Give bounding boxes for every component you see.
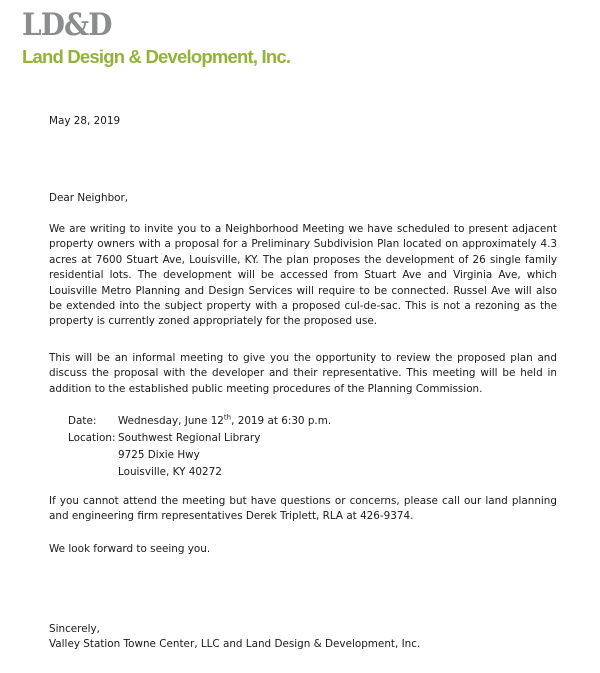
meeting-location-row <box>68 430 331 447</box>
company-name: Land Design & Development, Inc. <box>22 46 291 67</box>
meeting-date <box>118 413 331 430</box>
meeting-date-rest: , 2019 at 6:30 p.m. <box>231 415 332 427</box>
location-street: 9725 Dixie Hwy <box>118 449 200 461</box>
letter-date: May 28, 2019 <box>49 115 121 127</box>
invitation-paragraph: We are writing to invite you to a Neighborhood Meeting we have scheduled to present adjacent property owners with a proposal for a Preliminary Subdivision Plan located on approximately 4.3 acres at 7600 Stuart Ave, Louisville, KY. The plan proposes the development of 26 single family residential lots. The development will be accessed from Stuart Ave and Virginia Ave, which Louisville Metro Planning and Design Services will require to be connected. Russel Ave will also be extended into the subject property with a proposed cul-de-sac. This is not a rezoning as the property is currently zoned appropriately for the proposed use. <box>49 223 557 328</box>
logo-mark: LD&D <box>22 7 112 43</box>
meeting-description-paragraph: This will be an informal meeting to give you the opportunity to review the proposed plan and discuss the proposal with the developer and their representative. This meeting will be held in addition to the established public meeting procedures of the Planning Commission. <box>49 352 557 395</box>
greeting: Dear Neighbor, <box>49 192 129 204</box>
signature: Valley Station Towne Center, LLC and Land Design & Development, Inc. <box>49 638 421 650</box>
meeting-date-row <box>68 413 331 430</box>
location-street-row <box>68 447 331 464</box>
location-label: Location: <box>68 432 116 444</box>
location-name: Southwest Regional Library <box>118 432 261 444</box>
meeting-date-day: Wednesday, June 12 <box>118 415 224 427</box>
meeting-details <box>68 413 331 481</box>
location-city-row <box>68 464 331 481</box>
sign-off: Sincerely, <box>49 623 100 635</box>
date-label: Date: <box>68 415 97 427</box>
contact-paragraph: If you cannot attend the meeting but have questions or concerns, please call our land planning and engineering firm representatives Derek Triplett, RLA at 426-9374. <box>49 495 557 523</box>
location-city: Louisville, KY 40272 <box>118 466 222 478</box>
closing-line: We look forward to seeing you. <box>49 543 211 555</box>
company-logo <box>22 6 322 68</box>
meeting-date-suffix: th <box>223 413 232 422</box>
